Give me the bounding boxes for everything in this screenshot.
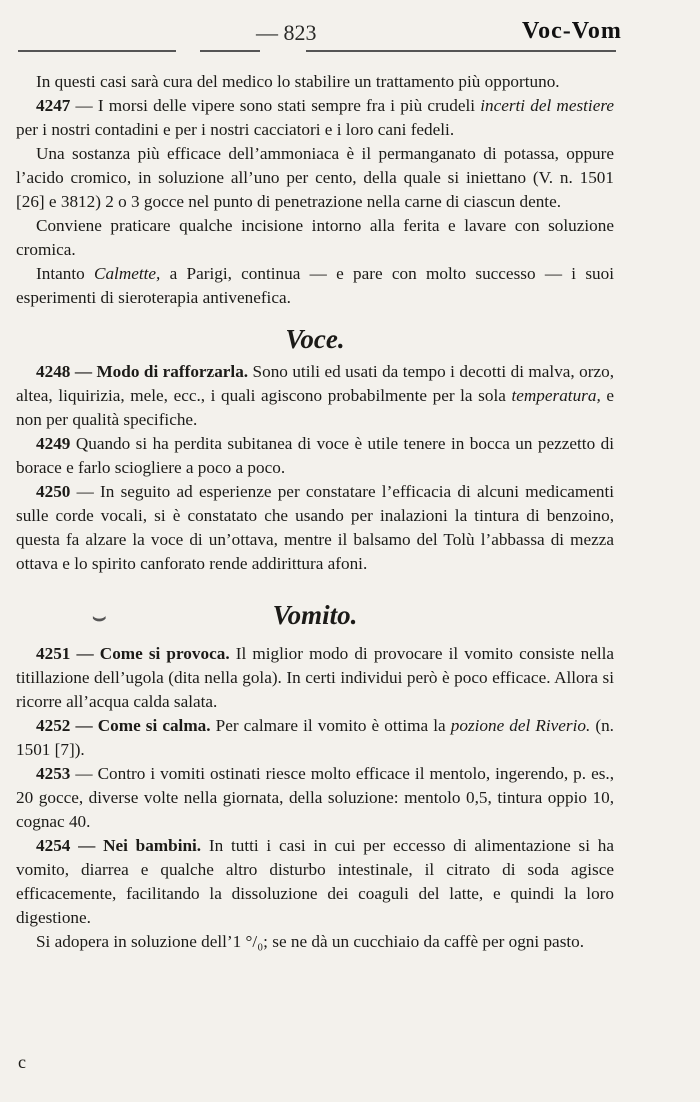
entry-4252 xyxy=(16,714,614,762)
paragraph: In questi casi sarà cura del medico lo stabilire un trattamento più opportuno. xyxy=(36,72,560,91)
entry-4253 xyxy=(16,762,614,834)
entry-4254 xyxy=(16,834,614,930)
entry-4247 xyxy=(16,94,614,142)
heading-text: Vomito. xyxy=(272,600,358,630)
entry-text: In tutti i casi in cui per eccesso di alimentazione si ha vomito, diarrea e qualche altro disturbo intestinale, il citrato di soda agisce efficacemente, facilitando la dissoluzione dei coaguli del latte, e quindi la loro digestione. xyxy=(16,836,614,927)
page-body xyxy=(16,70,614,954)
entry-text: Il miglior modo di provocare il vomito consiste nella titillazione dell’ugola (dita nella gola). In certi individui però è poco efficace. Allora si ricorre all’acqua calda salata. xyxy=(16,644,615,711)
entry-italic: incerti del mestiere xyxy=(480,96,615,115)
entry-text: a Parigi, continua — e pare con molto successo — i suoi esperimenti di sieroterapia antivenefica. xyxy=(16,264,615,307)
entry-italic: pozione del Riverio. xyxy=(450,716,591,735)
entry-italic: Calmette, xyxy=(93,264,161,283)
signature-mark: c xyxy=(18,1052,26,1072)
section-range: Voc-Vom xyxy=(522,18,622,44)
entry-text: Intanto xyxy=(36,264,94,283)
page-number: — 823 xyxy=(256,20,317,45)
entry-text: Sono utili ed usati da tempo i decotti di malva, orzo, altea, liquirizia, mele, ecc., i quali agiscono probabilmente per la sola xyxy=(16,362,615,405)
entry-title: — Come si provoca. xyxy=(70,644,230,663)
paragraph: Una sostanza più efficace dell’ammoniaca è il permanganato di potassa, oppure l’acido cromico, in soluzione all’uno per cento, della quale si iniettano (V. n. 1501 [26] e 3812) 2 o 3 gocce nel punto di penetrazione nella carne di ciascun dente. xyxy=(16,144,614,211)
entry-number: 4249 xyxy=(36,434,71,453)
entry-number: 4247 xyxy=(36,96,71,115)
entry-italic: temperatura, xyxy=(511,386,601,405)
entry-text: Per calmare il vomito è ottima la xyxy=(210,716,451,735)
ink-mark: ⌣ xyxy=(92,604,107,629)
entry-number: 4253 xyxy=(36,764,71,783)
entry-text: Quando si ha perdita subitanea di voce è utile tenere in bocca un pezzetto di borace e farlo sciogliere a poco a poco. xyxy=(16,434,614,477)
entry-number: 4248 xyxy=(36,362,71,381)
entry-number: 4251 xyxy=(36,644,71,663)
header-rule-right xyxy=(306,50,616,52)
section-heading-voce: Voce. xyxy=(285,324,345,354)
paragraph: Conviene praticare qualche incisione intorno alla ferita e lavare con soluzione cromica. xyxy=(16,216,614,259)
paragraph: Si adopera in soluzione dell’1 °/₀; se ne dà un cucchiaio da caffè per ogni pasto. xyxy=(36,932,585,951)
header-rule-left xyxy=(18,50,176,52)
paragraph xyxy=(16,262,614,310)
entry-text: — In seguito ad esperienze per constatare l’efficacia di alcuni medicamenti sulle corde vocali, si è constatato che usando per inalazioni la tintura di benzoino, questa fa alzare la voce di un’ottava, mentre il balsamo del Tolù l’abbassa di mezza ottava e lo spirito canforato rende addirittura afoni. xyxy=(16,482,614,573)
entry-title: — Come si calma. xyxy=(70,716,211,735)
entry-4251 xyxy=(16,642,614,714)
entry-number: 4252 xyxy=(36,716,71,735)
entry-title: — Modo di rafforzarla. xyxy=(70,362,249,381)
header-rule-mid xyxy=(200,50,260,52)
entry-title: — Nei bambini. xyxy=(70,836,202,855)
entry-4249 xyxy=(16,432,614,480)
section-heading-vomito xyxy=(16,598,614,632)
entry-text: (n. 1501 [7]). xyxy=(16,716,614,759)
entry-text: — I morsi delle vipere sono stati sempre fra i più crudeli xyxy=(70,96,481,115)
entry-text: per i nostri contadini e per i nostri cacciatori e i loro cani fedeli. xyxy=(16,120,455,139)
entry-text: — Contro i vomiti ostinati riesce molto efficace il mentolo, ingerendo, p. es., 20 gocce, diverse volte nella giornata, della soluzione: mentolo 0,5, tintura oppio 10, cognac 40. xyxy=(16,764,614,831)
entry-text: e non per qualità specifiche. xyxy=(16,386,614,429)
entry-4250 xyxy=(16,480,614,576)
entry-number: 4250 xyxy=(36,482,71,501)
entry-4248 xyxy=(16,360,614,432)
entry-number: 4254 xyxy=(36,836,71,855)
